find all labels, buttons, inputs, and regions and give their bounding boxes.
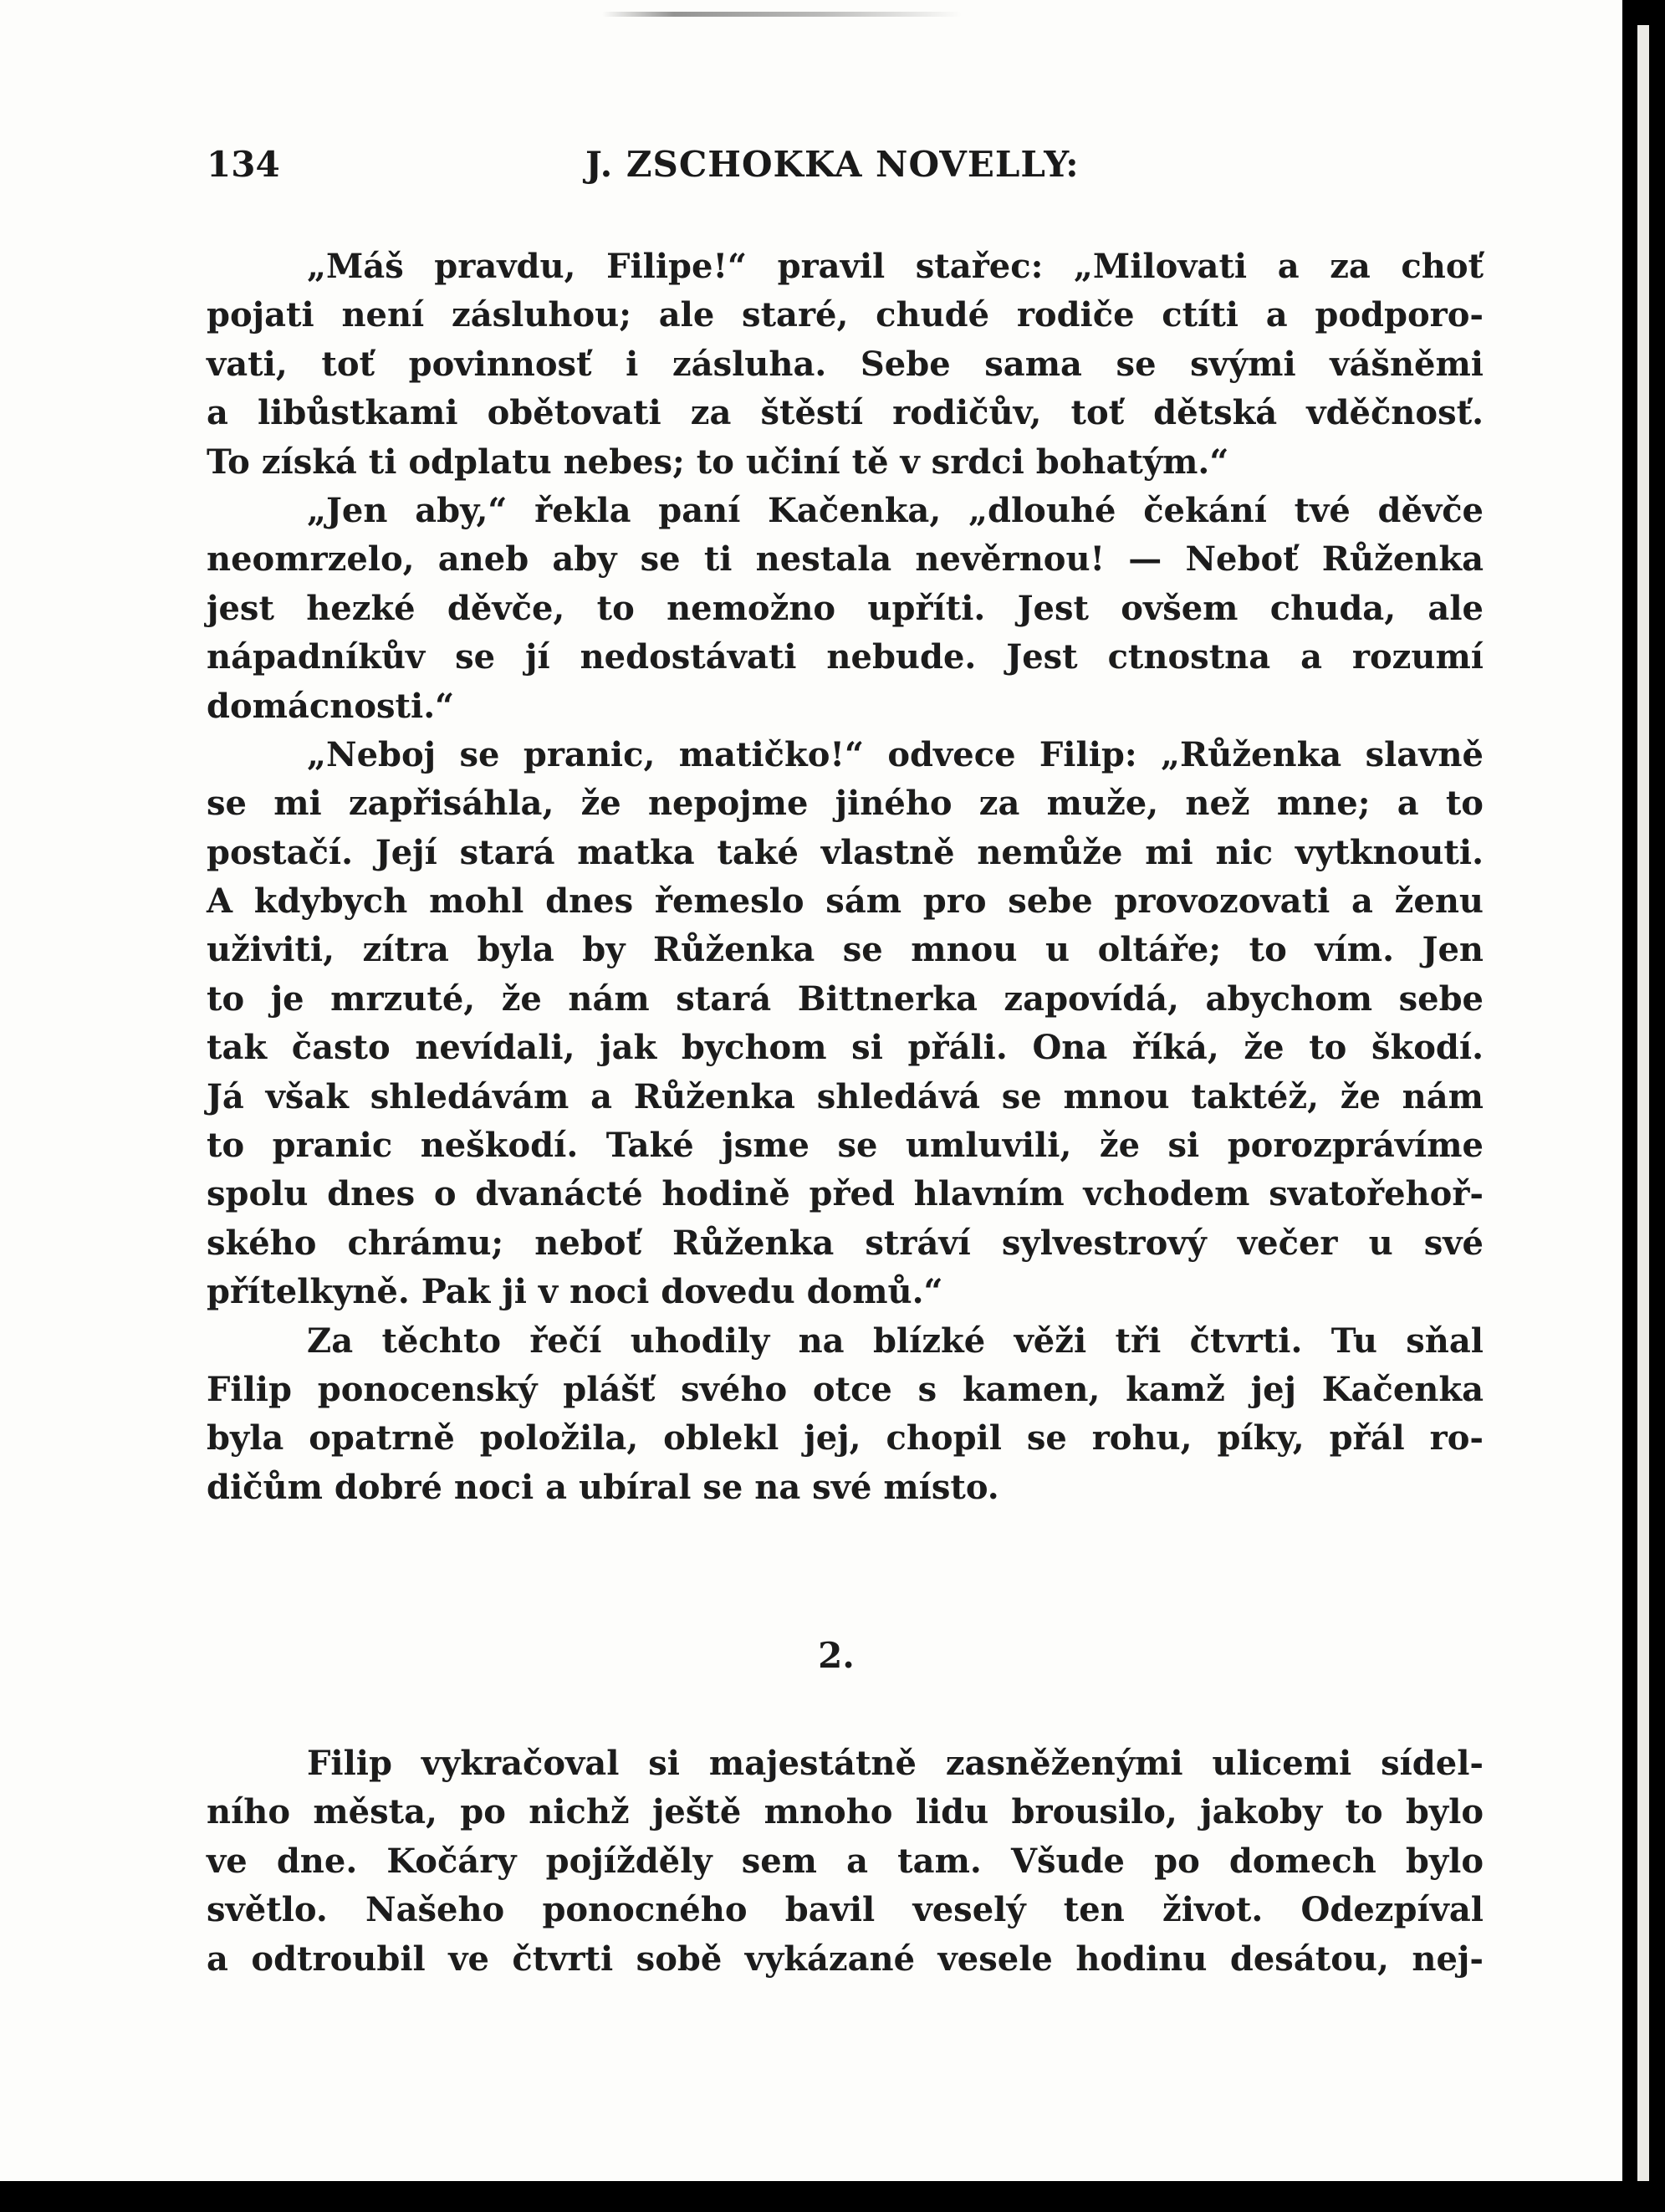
text-line: „Neboj se pranic, matičko!“ odvece Filip: „Růženka slavně [307, 734, 1484, 774]
scan-edge-strip [1637, 25, 1649, 2183]
text-line: vati, toť povinnosť i zásluha. Sebe sama se svými vášněmi [207, 344, 1484, 384]
text-line: A kdybych mohl dnes řemeslo sám pro sebe provozovati a ženu [207, 881, 1484, 922]
section-number: 2. [818, 1635, 855, 1676]
text-line: Filip ponocenský plášť svého otce s kamen, kamž jej Kačenka [207, 1369, 1484, 1409]
text-line: byla opatrně položila, oblekl jej, chopil se rohu, píky, přál ro- [207, 1418, 1484, 1458]
text-line: postačí. Její stará matka také vlastně nemůže mi nic vytknouti. [207, 832, 1484, 872]
text-line: nápadníkův se jí nedostávati nebude. Jest ctnostna a rozumí [207, 637, 1484, 677]
text-line: se mi zapřisáhla, že nepojme jiného za muže, než mne; a to [207, 784, 1484, 824]
text-line: „Jen aby,“ řekla paní Kačenka, „dlouhé čekání tvé děvče [307, 490, 1484, 530]
text-line: ního města, po nichž ještě mnoho lidu brousilo, jakoby to bylo [207, 1792, 1484, 1832]
text-line: to je mrzuté, že nám stará Bittnerka zapovídá, abychom sebe [207, 978, 1484, 1019]
text-line: domácnosti.“ [207, 686, 455, 726]
text-line: a odtroubil ve čtvrti sobě vykázané vesele hodinu desátou, nej- [207, 1939, 1484, 1979]
text-line: To získá ti odplatu nebes; to učiní tě v srdci bohatým.“ [207, 442, 1229, 482]
text-line: tak často nevídali, jak bychom si přáli. Ona říká, že to škodí. [207, 1028, 1484, 1068]
text-line: světlo. Našeho ponocného bavil veselý ten život. Odezpíval [207, 1890, 1484, 1930]
text-line: uživiti, zítra byla by Růženka se mnou u oltáře; to vím. Jen [207, 930, 1484, 970]
text-line: spolu dnes o dvanácté hodině před hlavním vchodem svatořehoř- [207, 1174, 1484, 1214]
scan-border-bottom [0, 2181, 1665, 2212]
text-block-bottom [207, 1739, 1484, 1984]
text-line: Já však shledávám a Růženka shledává se mnou taktéž, že nám [207, 1076, 1484, 1116]
text-line: dičům dobré noci a ubíral se na své místo. [207, 1467, 999, 1507]
page-number: 134 [207, 144, 280, 185]
text-line: „Máš pravdu, Filipe!“ pravil stařec: „Milovati a za choť [307, 247, 1484, 286]
text-block-top [207, 243, 1484, 1512]
text-line: a libůstkami obětovati za štěstí rodičův, toť dětská vděčnosť. [207, 393, 1484, 433]
page-header [207, 144, 1110, 194]
text-line: jest hezké děvče, to nemožno upříti. Jest ovšem chuda, ale [207, 588, 1484, 628]
scan-smudge [602, 12, 962, 17]
text-line: ve dne. Kočáry pojížděly sem a tam. Všude po domech bylo [207, 1841, 1484, 1881]
text-line: pojati není zásluhou; ale staré, chudé rodiče ctíti a podporo- [207, 295, 1484, 335]
text-line: Za těchto řečí uhodily na blízké věži tři čtvrti. Tu sňal [307, 1321, 1484, 1361]
text-line: přítelkyně. Pak ji v noci dovedu domů.“ [207, 1272, 943, 1312]
text-line: neomrzelo, aneb aby se ti nestala nevěrnou! — Neboť Růženka [207, 539, 1484, 580]
text-line: ského chrámu; neboť Růženka stráví sylvestrový večer u své [207, 1223, 1484, 1263]
text-line: to pranic neškodí. Také jsme se umluvili, že si porozprávíme [207, 1126, 1484, 1166]
text-line: Filip vykračoval si majestátně zasněženými ulicemi sídel- [307, 1744, 1484, 1783]
running-title: J. ZSCHOKKA NOVELLY: [585, 144, 1080, 185]
